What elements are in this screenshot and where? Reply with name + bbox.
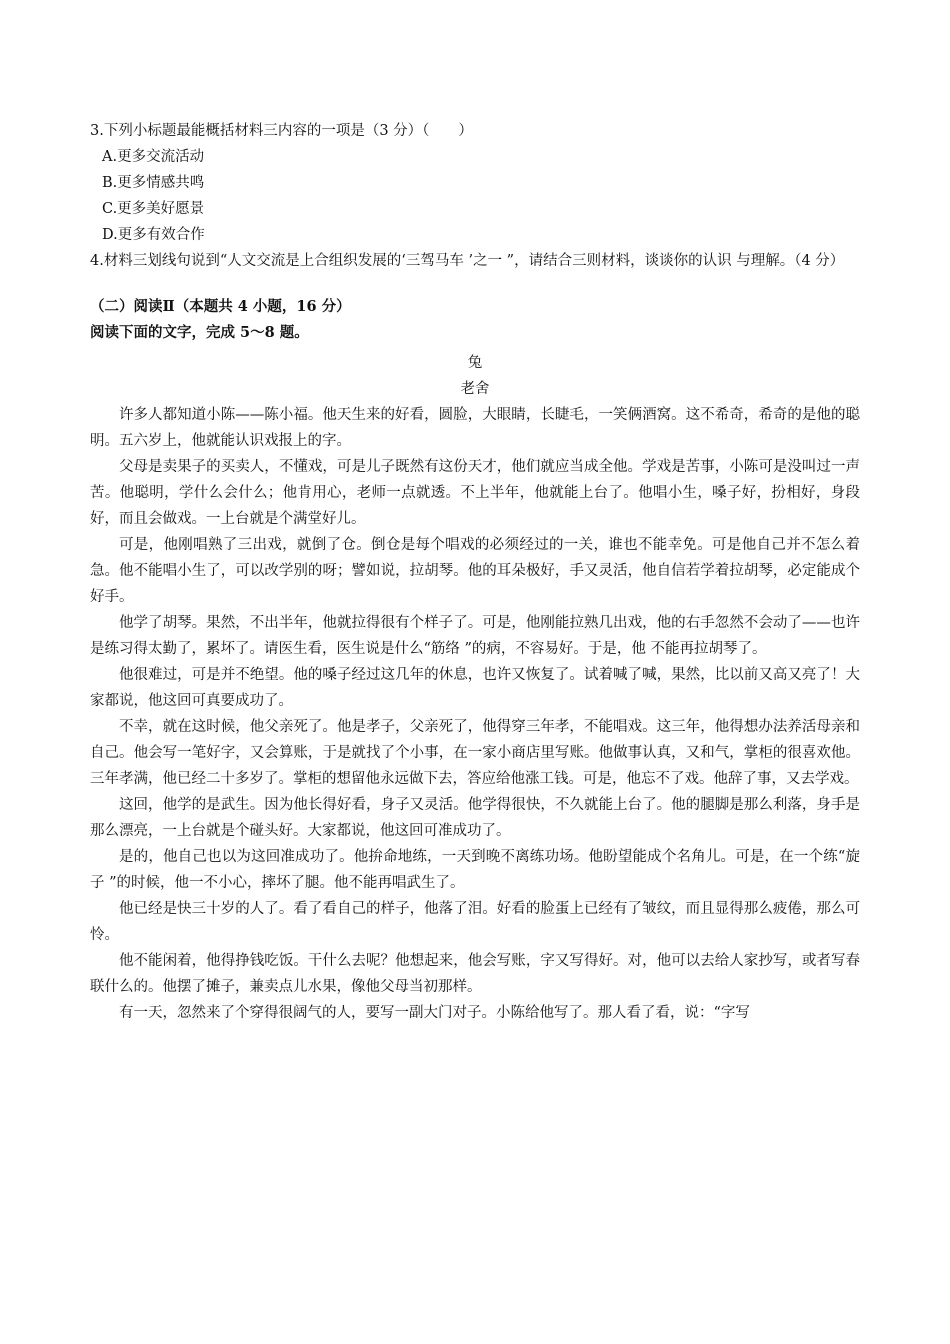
question-3-option-b: B.更多情感共鸣: [102, 175, 205, 191]
story-paragraph: 他学了胡琴。果然，不出半年，他就拉得很有个样子了。可是，他刚能拉熟几出戏，他的右手忽然不会动了——也许是练习得太勤了，累坏了。请医生看，医生说是什么“筋络 ”的病，不容易好。于是，他 不能再拉胡琴了。: [90, 615, 860, 657]
question-4-text: 4.材料三划线句说到“人文交流是上合组织发展的‘三驾马车 ’之一 ”，请结合三则材料，谈谈你的认识 与理解。（4 分）: [90, 253, 845, 269]
story-paragraph: 他已经是快三十岁的人了。看了看自己的样子，他落了泪。好看的脸蛋上已经有了皱纹，而且显得那么疲倦，那么可怜。: [90, 901, 860, 943]
story-paragraph: 可是，他刚唱熟了三出戏，就倒了仓。倒仓是每个唱戏的必须经过的一关，谁也不能幸免。可是他自己并不怎么着急。他不能唱小生了，可以改学别的呀；譬如说，拉胡琴。他的耳朵极好，手又灵活，他自信若学着拉胡琴，必定能成个好手。: [90, 537, 860, 605]
story-body: [90, 402, 860, 1026]
story-paragraph: 许多人都知道小陈——陈小福。他天生来的好看，圆脸，大眼睛，长睫毛，一笑俩酒窝。这不希奇，希奇的是他的聪明。五六岁上，他就能认识戏报上的字。: [90, 407, 860, 449]
section-2-instruction: 阅读下面的文字，完成 5～8 题。: [90, 324, 309, 341]
story-paragraph: 不幸，就在这时候，他父亲死了。他是孝子，父亲死了，他得穿三年孝，不能唱戏。这三年，他得想办法养活母亲和自己。他会写一笔好字，又会算账，于是就找了个小事，在一家小商店里写账。他做事认真，又和气，掌柜的很喜欢他。三年孝满，他已经二十多岁了。掌柜的想留他永远做下去，答应给他涨工钱。可是，他忘不了戏。他辞了事，又去学戏。: [90, 719, 860, 787]
story-paragraph: 这回，他学的是武生。因为他长得好看，身子又灵活。他学得很快，不久就能上台了。他的腿脚是那么利落，身手是那么漂亮，一上台就是个碰头好。大家都说，他这回可准成功了。: [90, 797, 860, 839]
document-page: [90, 118, 860, 1026]
story-author: 老舍: [460, 381, 490, 397]
question-3-option-a: A.更多交流活动: [102, 149, 205, 165]
story-paragraph: 他不能闲着，他得挣钱吃饭。干什么去呢？他想起来，他会写账，字又写得好。对，他可以去给人家抄写，或者写春联什么的。他摆了摊子，兼卖点儿水果，像他父母当初那样。: [90, 953, 860, 995]
question-3-option-d: D.更多有效合作: [102, 227, 205, 243]
question-3-title: 3.下列小标题最能概括材料三内容的一项是（3 分）（ ）: [90, 123, 473, 139]
story-paragraph: 是的，他自己也以为这回准成功了。他拚命地练，一天到晚不离练功场。他盼望能成个名角儿。可是，在一个练“旋子 ”的时候，他一不小心，摔坏了腿。他不能再唱武生了。: [90, 849, 860, 891]
story-paragraph: 有一天，忽然来了个穿得很阔气的人，要写一副大门对子。小陈给他写了。那人看了看，说：“字写: [119, 1005, 750, 1021]
story-title: 兔: [467, 355, 483, 371]
story-paragraph: 父母是卖果子的买卖人，不懂戏，可是儿子既然有这份天才，他们就应当成全他。学戏是苦事，小陈可是没叫过一声苦。他聪明，学什么会什么；他肯用心，老师一点就透。不上半年，他就能上台了。他唱小生，嗓子好，扮相好，身段好，而且会做戏。一上台就是个满堂好儿。: [90, 459, 860, 527]
section-2-heading: （二）阅读Ⅱ（本题共 4 小题，16 分）: [90, 298, 351, 315]
question-3-option-c: C.更多美好愿景: [102, 201, 205, 217]
story-paragraph: 他很难过，可是并不绝望。他的嗓子经过这几年的休息，也许又恢复了。试着喊了喊，果然，比以前又高又亮了！大家都说，他这回可真要成功了。: [90, 667, 860, 709]
